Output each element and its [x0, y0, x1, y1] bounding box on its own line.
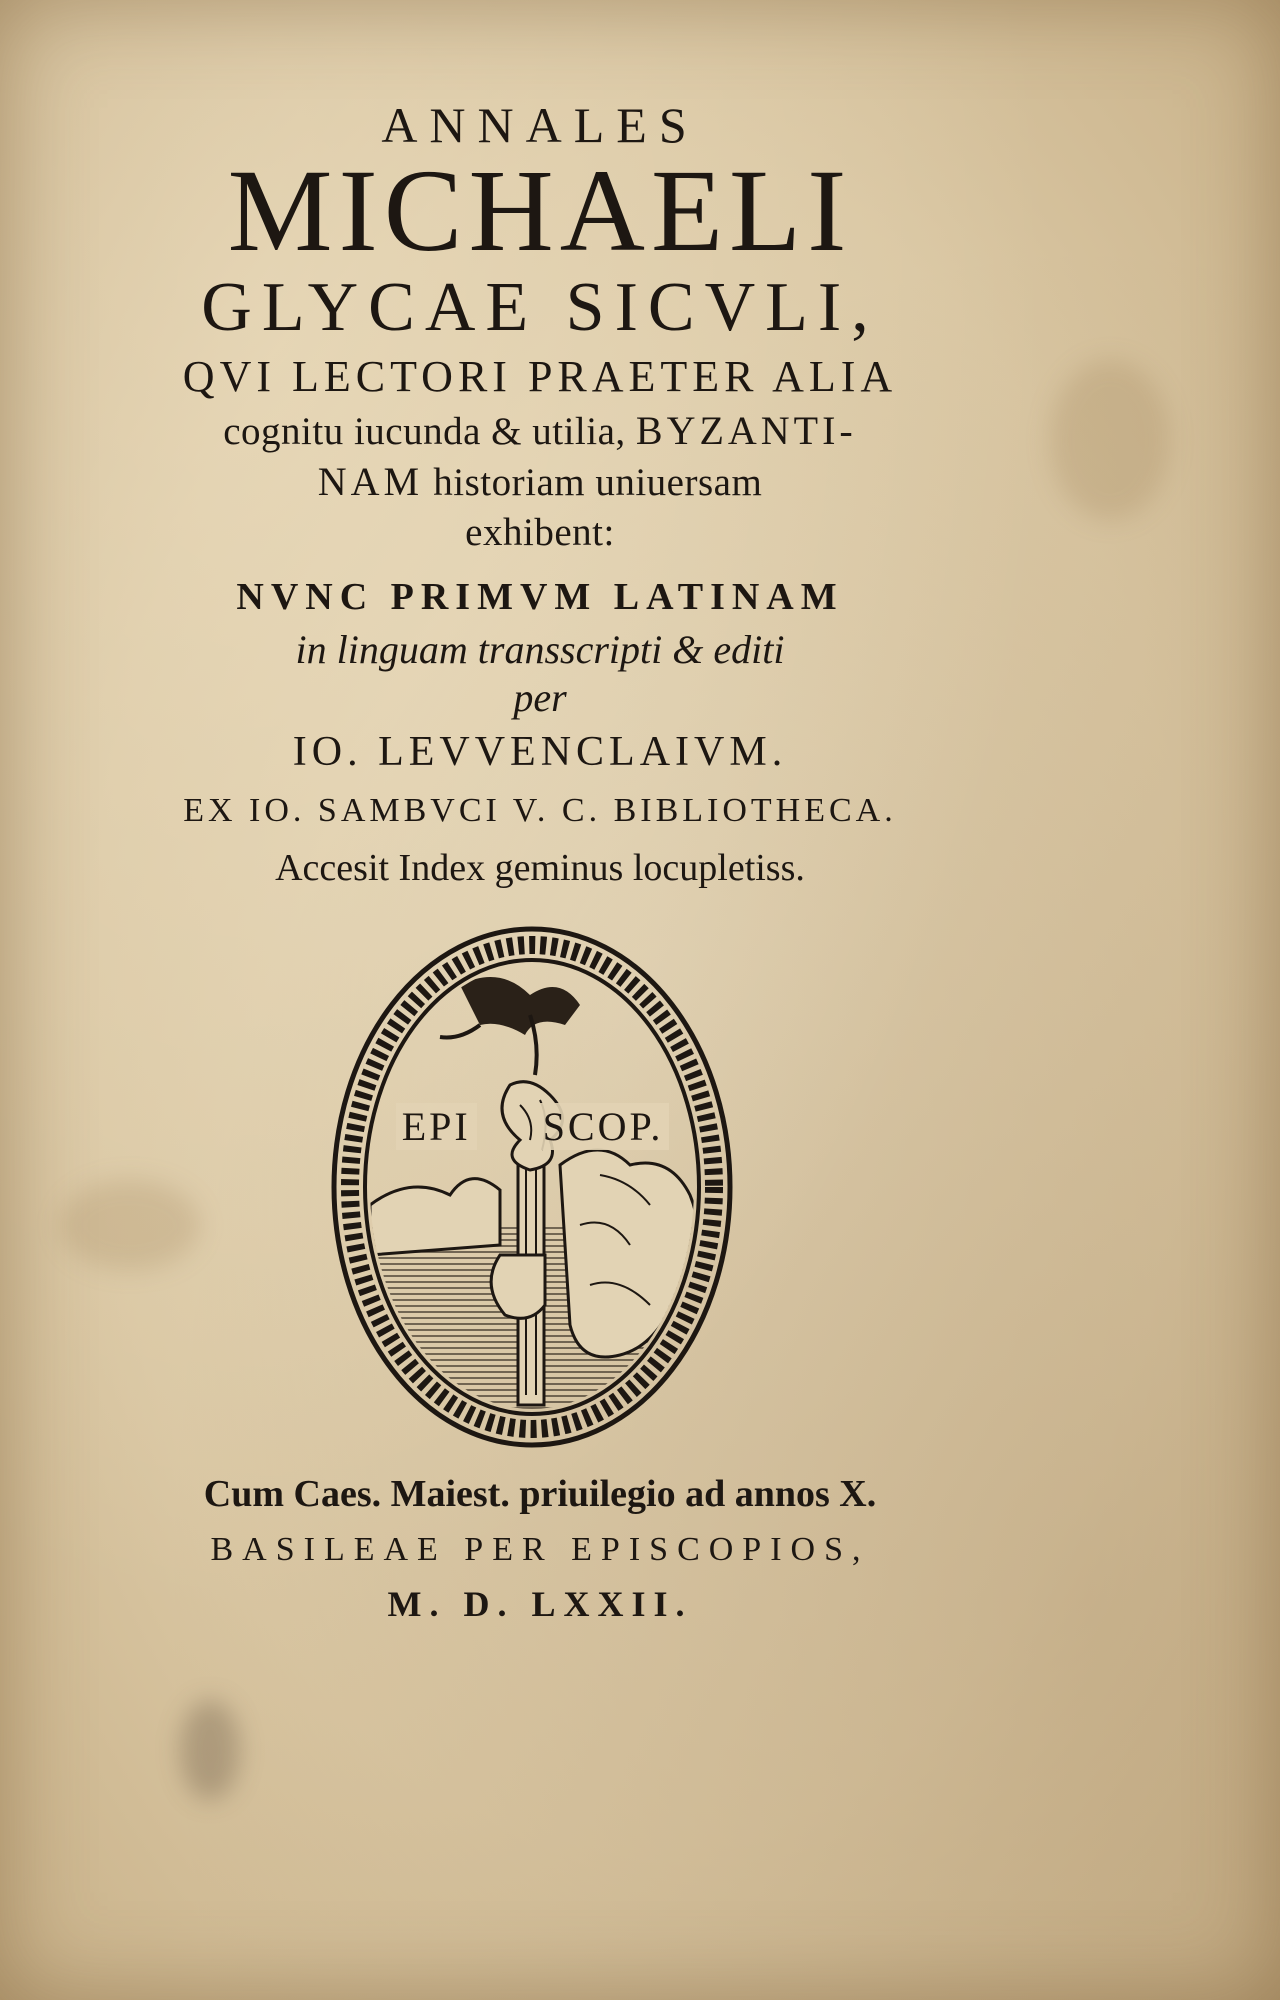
title-historiam-line	[120, 457, 960, 508]
paper-stain	[60, 1180, 200, 1270]
title-per: per	[513, 675, 567, 720]
emblem-scene	[360, 954, 705, 1425]
cognitu-text: cognitu iucunda & utilia,	[223, 410, 626, 453]
title-ex-bibliotheca: EX IO. SAMBVCI V. C. BIBLIOTHECA.	[183, 792, 897, 829]
emblem-word-left: EPI	[396, 1103, 477, 1150]
emblem-woodcut	[330, 925, 735, 1450]
title-annales: ANNALES	[381, 97, 699, 153]
nam-text: NAM	[317, 459, 424, 504]
title-qui-line: QVI LECTORI PRAETER ALIA	[182, 352, 898, 401]
title-author-origin: GLYCAE SICVLI,	[201, 269, 879, 346]
imprint-year: M. D. LXXII.	[387, 1584, 693, 1624]
title-in-linguam: in linguam transscripti & editi	[295, 627, 785, 672]
title-block	[120, 95, 960, 896]
imprint-place: BASILEAE PER EPISCOPIOS,	[210, 1531, 870, 1568]
title-cognitu-line	[120, 406, 960, 457]
historiam-text: historiam uniuersam	[433, 461, 763, 504]
imprint-privilege: Cum Caes. Maiest. priuilegio ad annos X.	[203, 1473, 877, 1515]
emblem-word-right: SCOP.	[537, 1103, 670, 1150]
emblem-motto	[330, 1103, 735, 1150]
imprint-block	[150, 1465, 930, 1631]
paper-stain	[1050, 360, 1170, 520]
printer-device-emblem	[330, 925, 735, 1450]
title-accessit: Accesit Index geminus locupletiss.	[275, 847, 805, 889]
title-translator: IO. LEVVENCLAIVM.	[292, 729, 788, 775]
title-nunc-line: NVNC PRIMVM LATINAM	[236, 576, 844, 618]
title-author-name: MICHAELI	[227, 145, 853, 276]
byzanti-text: BYZANTI-	[635, 408, 857, 453]
title-exhibent: exhibent:	[465, 511, 615, 554]
paper-stain	[180, 1700, 240, 1800]
